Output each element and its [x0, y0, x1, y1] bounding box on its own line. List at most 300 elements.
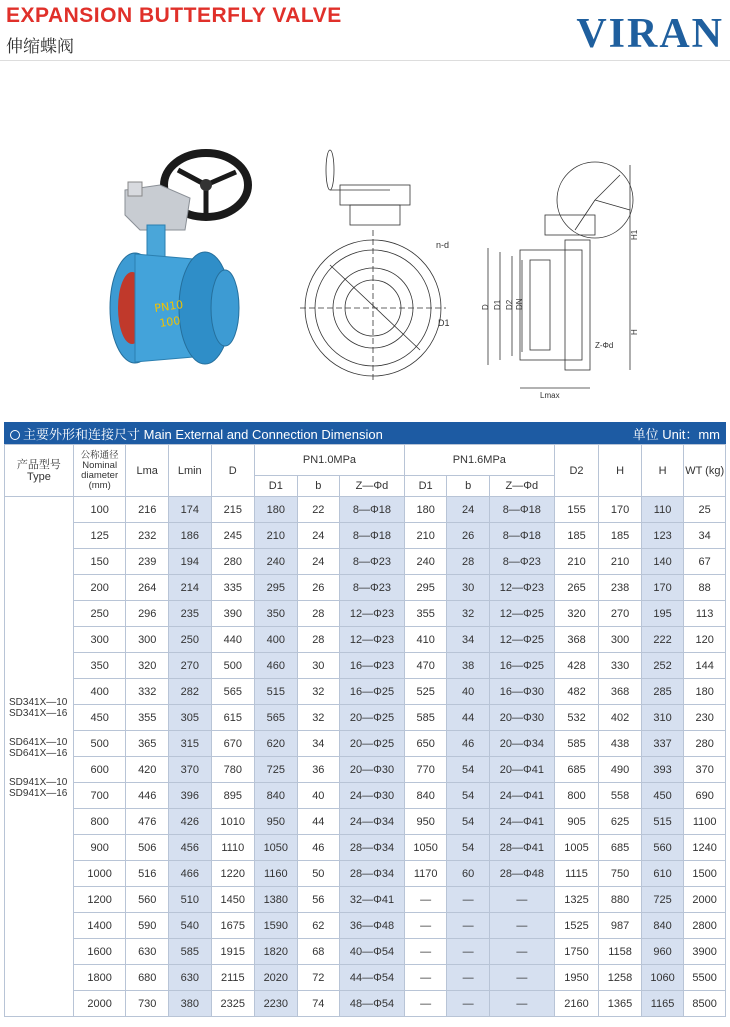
table-cell: 540: [169, 913, 212, 939]
side-lmax-label: Lmax: [540, 391, 560, 400]
table-cell: 840: [404, 783, 447, 809]
table-cell: 470: [404, 653, 447, 679]
table-cell: 46: [447, 731, 490, 757]
table-cell: 185: [554, 523, 599, 549]
side-view-drawing: [481, 162, 639, 400]
table-cell: 20—Φ41: [489, 757, 554, 783]
table-cell: 1800: [73, 965, 126, 991]
table-cell: 34: [684, 523, 726, 549]
header-lma: Lma: [126, 445, 169, 497]
table-cell: 750: [599, 861, 642, 887]
table-cell: 1200: [73, 887, 126, 913]
table-cell: 320: [554, 601, 599, 627]
table-cell: 140: [641, 549, 684, 575]
table-cell: 50: [297, 861, 340, 887]
table-cell: —: [404, 939, 447, 965]
table-row: [5, 497, 726, 523]
table-row: [5, 835, 726, 861]
table-cell: 170: [599, 497, 642, 523]
header-wt: WT (kg): [684, 445, 726, 497]
table-cell: 428: [554, 653, 599, 679]
table-cell: —: [489, 913, 554, 939]
table-cell: 1005: [554, 835, 599, 861]
side-d2-label: D2: [505, 299, 514, 310]
table-cell: 516: [126, 861, 169, 887]
table-cell: 1325: [554, 887, 599, 913]
table-cell: 1500: [684, 861, 726, 887]
table-cell: 950: [404, 809, 447, 835]
table-cell: 26: [297, 575, 340, 601]
table-cell: 34: [447, 627, 490, 653]
table-cell: 1000: [73, 861, 126, 887]
table-cell: 725: [641, 887, 684, 913]
table-row: [5, 913, 726, 939]
table-cell: 725: [255, 757, 298, 783]
table-cell: 180: [255, 497, 298, 523]
table-cell: 880: [599, 887, 642, 913]
table-cell: 144: [684, 653, 726, 679]
table-cell: 685: [599, 835, 642, 861]
page-title: EXPANSION BUTTERFLY VALVE: [6, 4, 342, 27]
table-cell: 62: [297, 913, 340, 939]
table-cell: 280: [211, 549, 255, 575]
table-cell: 450: [641, 783, 684, 809]
header-lmin: Lmin: [169, 445, 212, 497]
table-cell: 370: [684, 757, 726, 783]
table-cell: 515: [641, 809, 684, 835]
table-cell: 113: [684, 601, 726, 627]
side-dn-label: DN: [515, 298, 524, 310]
table-cell: 285: [641, 679, 684, 705]
model-label: SD341X—16: [9, 707, 68, 719]
table-cell: 332: [126, 679, 169, 705]
table-cell: 400: [255, 627, 298, 653]
table-cell: 24: [447, 497, 490, 523]
table-cell: 40: [297, 783, 340, 809]
table-cell: 240: [255, 549, 298, 575]
table-cell: —: [447, 913, 490, 939]
table-row: [5, 731, 726, 757]
table-cell: 270: [599, 601, 642, 627]
table-cell: 264: [126, 575, 169, 601]
table-cell: 210: [404, 523, 447, 549]
table-cell: 210: [554, 549, 599, 575]
table-cell: 1380: [255, 887, 298, 913]
table-cell: 610: [641, 861, 684, 887]
table-cell: 300: [73, 627, 126, 653]
table-row: [5, 991, 726, 1017]
table-cell: 2000: [73, 991, 126, 1017]
side-d-label: D: [481, 304, 490, 310]
side-h-label: H: [630, 329, 639, 335]
model-cell: [5, 497, 74, 1017]
table-cell: 680: [126, 965, 169, 991]
table-cell: 36—Φ48: [340, 913, 405, 939]
table-cell: 8—Φ18: [340, 497, 405, 523]
table-cell: 565: [211, 679, 255, 705]
table-cell: 8—Φ18: [489, 497, 554, 523]
table-cell: 180: [684, 679, 726, 705]
table-cell: 28: [447, 549, 490, 575]
table-cell: 2020: [255, 965, 298, 991]
table-cell: 34: [297, 731, 340, 757]
table-cell: 222: [641, 627, 684, 653]
table-cell: 460: [255, 653, 298, 679]
table-cell: 1590: [255, 913, 298, 939]
table-cell: 67: [684, 549, 726, 575]
table-cell: 685: [554, 757, 599, 783]
table-cell: 16—Φ30: [489, 679, 554, 705]
table-cell: 987: [599, 913, 642, 939]
brand-logo: VIRAN: [576, 11, 724, 57]
table-cell: 410: [404, 627, 447, 653]
table-row: [5, 523, 726, 549]
table-cell: 32: [447, 601, 490, 627]
table-cell: 335: [211, 575, 255, 601]
table-cell: 730: [126, 991, 169, 1017]
table-cell: 368: [554, 627, 599, 653]
table-cell: 46: [297, 835, 340, 861]
table-cell: 438: [599, 731, 642, 757]
table-cell: 44: [447, 705, 490, 731]
table-cell: 1450: [211, 887, 255, 913]
table-cell: 245: [211, 523, 255, 549]
table-cell: 532: [554, 705, 599, 731]
front-view-drawing: [300, 150, 450, 380]
table-cell: 2325: [211, 991, 255, 1017]
table-cell: 40: [447, 679, 490, 705]
table-cell: 20—Φ30: [340, 757, 405, 783]
table-cell: 54: [447, 783, 490, 809]
table-cell: 239: [126, 549, 169, 575]
table-cell: 28—Φ48: [489, 861, 554, 887]
table-cell: 24—Φ30: [340, 783, 405, 809]
table-cell: 295: [255, 575, 298, 601]
table-cell: 396: [169, 783, 212, 809]
table-cell: 24: [297, 523, 340, 549]
header-nominal: 公称通径 Nominal diameter (mm): [73, 445, 126, 497]
page-subtitle: 伸缩蝶阀: [6, 37, 74, 57]
table-cell: 125: [73, 523, 126, 549]
table-cell: 8—Φ23: [340, 575, 405, 601]
table-cell: 350: [255, 601, 298, 627]
table-cell: 780: [211, 757, 255, 783]
table-cell: 296: [126, 601, 169, 627]
table-cell: 490: [599, 757, 642, 783]
table-cell: 44—Φ54: [340, 965, 405, 991]
table-row: [5, 809, 726, 835]
table-cell: —: [447, 991, 490, 1017]
table-cell: 20—Φ25: [340, 705, 405, 731]
table-cell: 12—Φ23: [340, 627, 405, 653]
table-row: [5, 653, 726, 679]
table-cell: 120: [684, 627, 726, 653]
table-cell: 355: [404, 601, 447, 627]
table-cell: 690: [684, 783, 726, 809]
table-cell: 282: [169, 679, 212, 705]
table-cell: —: [447, 939, 490, 965]
table-cell: 16—Φ25: [340, 679, 405, 705]
table-cell: 54: [447, 757, 490, 783]
table-cell: 28—Φ41: [489, 835, 554, 861]
table-cell: 60: [447, 861, 490, 887]
table-cell: 585: [404, 705, 447, 731]
header-pn16-d1: D1: [404, 476, 447, 497]
table-cell: 185: [599, 523, 642, 549]
table-cell: 32: [297, 705, 340, 731]
header-h1: H: [599, 445, 642, 497]
table-cell: 1950: [554, 965, 599, 991]
table-row: [5, 549, 726, 575]
table-cell: 482: [554, 679, 599, 705]
table-row: [5, 679, 726, 705]
table-cell: 56: [297, 887, 340, 913]
table-cell: 36: [297, 757, 340, 783]
table-cell: 1165: [641, 991, 684, 1017]
table-cell: 370: [169, 757, 212, 783]
table-cell: 155: [554, 497, 599, 523]
table-cell: 355: [126, 705, 169, 731]
table-cell: 252: [641, 653, 684, 679]
table-cell: 16—Φ25: [489, 653, 554, 679]
model-label: SD641X—10: [9, 736, 68, 748]
table-cell: 2000: [684, 887, 726, 913]
table-cell: 20—Φ34: [489, 731, 554, 757]
table-cell: 525: [404, 679, 447, 705]
table-cell: 315: [169, 731, 212, 757]
table-cell: 24—Φ41: [489, 783, 554, 809]
table-cell: 38: [447, 653, 490, 679]
table-cell: 456: [169, 835, 212, 861]
table-cell: —: [447, 965, 490, 991]
header-d2: D2: [554, 445, 599, 497]
table-cell: 320: [126, 653, 169, 679]
table-cell: 295: [404, 575, 447, 601]
table-cell: 235: [169, 601, 212, 627]
table-cell: 210: [255, 523, 298, 549]
table-cell: 250: [73, 601, 126, 627]
table-cell: 393: [641, 757, 684, 783]
table-cell: —: [489, 939, 554, 965]
table-cell: 1820: [255, 939, 298, 965]
table-cell: 585: [169, 939, 212, 965]
table-cell: 840: [255, 783, 298, 809]
table-cell: 8—Φ23: [340, 549, 405, 575]
section-header: [4, 422, 726, 444]
table-cell: 1675: [211, 913, 255, 939]
table-cell: 300: [126, 627, 169, 653]
table-cell: 565: [255, 705, 298, 731]
table-cell: 250: [169, 627, 212, 653]
table-cell: 214: [169, 575, 212, 601]
table-cell: 476: [126, 809, 169, 835]
table-cell: 1050: [255, 835, 298, 861]
table-cell: 1915: [211, 939, 255, 965]
dimension-table: [4, 444, 726, 1017]
table-row: [5, 887, 726, 913]
table-cell: 1100: [684, 809, 726, 835]
table-cell: 1258: [599, 965, 642, 991]
table-cell: 300: [599, 627, 642, 653]
table-cell: 8—Φ23: [489, 549, 554, 575]
table-cell: 500: [73, 731, 126, 757]
table-cell: 30: [447, 575, 490, 601]
table-cell: 840: [641, 913, 684, 939]
table-cell: 905: [554, 809, 599, 835]
table-cell: 12—Φ23: [489, 575, 554, 601]
table-cell: 1010: [211, 809, 255, 835]
table-cell: —: [404, 887, 447, 913]
header-pn10: PN1.0MPa: [255, 445, 405, 476]
table-row: [5, 965, 726, 991]
table-cell: 350: [73, 653, 126, 679]
model-label: SD641X—16: [9, 747, 68, 759]
table-cell: 590: [126, 913, 169, 939]
table-cell: 337: [641, 731, 684, 757]
table-cell: 238: [599, 575, 642, 601]
table-cell: 16—Φ23: [340, 653, 405, 679]
table-cell: 390: [211, 601, 255, 627]
table-cell: 265: [554, 575, 599, 601]
table-cell: 368: [599, 679, 642, 705]
pn-label: PN10: [153, 298, 184, 315]
table-cell: 240: [404, 549, 447, 575]
table-cell: 88: [684, 575, 726, 601]
table-cell: 1170: [404, 861, 447, 887]
table-cell: 110: [641, 497, 684, 523]
table-cell: 365: [126, 731, 169, 757]
table-cell: 28—Φ34: [340, 861, 405, 887]
table-cell: —: [404, 913, 447, 939]
table-body: [5, 497, 726, 1017]
table-cell: 2800: [684, 913, 726, 939]
table-cell: 900: [73, 835, 126, 861]
table-cell: 216: [126, 497, 169, 523]
table-cell: 26: [447, 523, 490, 549]
table-cell: 40—Φ54: [340, 939, 405, 965]
table-cell: 54: [447, 809, 490, 835]
table-cell: 44: [297, 809, 340, 835]
table-cell: 123: [641, 523, 684, 549]
table-cell: 800: [554, 783, 599, 809]
table-cell: —: [489, 887, 554, 913]
table-cell: 800: [73, 809, 126, 835]
table-cell: 100: [73, 497, 126, 523]
table-cell: 54: [447, 835, 490, 861]
table-cell: 270: [169, 653, 212, 679]
table-cell: 3900: [684, 939, 726, 965]
side-d1-label: D1: [493, 299, 502, 310]
table-cell: 380: [169, 991, 212, 1017]
table-cell: 305: [169, 705, 212, 731]
table-cell: 1158: [599, 939, 642, 965]
table-cell: 150: [73, 549, 126, 575]
table-cell: 402: [599, 705, 642, 731]
table-cell: 12—Φ23: [340, 601, 405, 627]
table-cell: 28: [297, 627, 340, 653]
table-cell: 1600: [73, 939, 126, 965]
side-zphid-label: Z-Φd: [595, 341, 614, 350]
table-cell: 950: [255, 809, 298, 835]
unit-label: 单位 Unit：mm: [632, 426, 720, 442]
table-cell: 895: [211, 783, 255, 809]
table-row: [5, 861, 726, 887]
header-pn16-zphid: Z—Φd: [489, 476, 554, 497]
table-cell: —: [447, 887, 490, 913]
table-cell: 770: [404, 757, 447, 783]
table-cell: 32—Φ41: [340, 887, 405, 913]
table-cell: 5500: [684, 965, 726, 991]
table-cell: 194: [169, 549, 212, 575]
table-cell: 466: [169, 861, 212, 887]
table-cell: —: [404, 965, 447, 991]
table-cell: 230: [684, 705, 726, 731]
table-cell: 215: [211, 497, 255, 523]
table-cell: 1240: [684, 835, 726, 861]
header-pn10-b: b: [297, 476, 340, 497]
table-cell: 650: [404, 731, 447, 757]
header-d: D: [211, 445, 255, 497]
table-cell: 310: [641, 705, 684, 731]
d1-label: D1: [438, 318, 450, 328]
table-cell: 446: [126, 783, 169, 809]
table-row: [5, 705, 726, 731]
table-cell: 506: [126, 835, 169, 861]
table-cell: 24—Φ41: [489, 809, 554, 835]
valve-photo: [110, 153, 248, 364]
table-cell: 24—Φ34: [340, 809, 405, 835]
table-cell: 180: [404, 497, 447, 523]
table-cell: 22: [297, 497, 340, 523]
table-cell: 200: [73, 575, 126, 601]
table-row: [5, 757, 726, 783]
table-cell: 1115: [554, 861, 599, 887]
model-label: SD941X—16: [9, 787, 68, 799]
table-row: [5, 783, 726, 809]
header-h2: H: [641, 445, 684, 497]
side-h1-label: H1: [630, 229, 639, 240]
table-cell: 1750: [554, 939, 599, 965]
header-divider: [0, 60, 730, 61]
table-cell: 960: [641, 939, 684, 965]
table-cell: 24: [297, 549, 340, 575]
header-pn16-b: b: [447, 476, 490, 497]
table-row: [5, 939, 726, 965]
table-cell: 12—Φ25: [489, 627, 554, 653]
table-cell: 1220: [211, 861, 255, 887]
table-cell: 630: [169, 965, 212, 991]
section-title: 主要外形和连接尺寸 Main External and Connection Dimension: [23, 426, 383, 442]
table-row: [5, 627, 726, 653]
table-cell: 1525: [554, 913, 599, 939]
table-cell: 32: [297, 679, 340, 705]
table-cell: 500: [211, 653, 255, 679]
table-cell: 20—Φ30: [489, 705, 554, 731]
table-cell: 20—Φ25: [340, 731, 405, 757]
table-cell: 232: [126, 523, 169, 549]
table-cell: 1060: [641, 965, 684, 991]
bullet-icon: [10, 430, 20, 440]
header-pn16: PN1.6MPa: [404, 445, 554, 476]
table-cell: 8—Φ18: [340, 523, 405, 549]
table-cell: 195: [641, 601, 684, 627]
table-cell: 280: [684, 731, 726, 757]
table-cell: 1160: [255, 861, 298, 887]
table-cell: 48—Φ54: [340, 991, 405, 1017]
size-label: 100: [158, 314, 182, 330]
table-cell: 625: [599, 809, 642, 835]
model-label: SD941X—10: [9, 776, 68, 788]
